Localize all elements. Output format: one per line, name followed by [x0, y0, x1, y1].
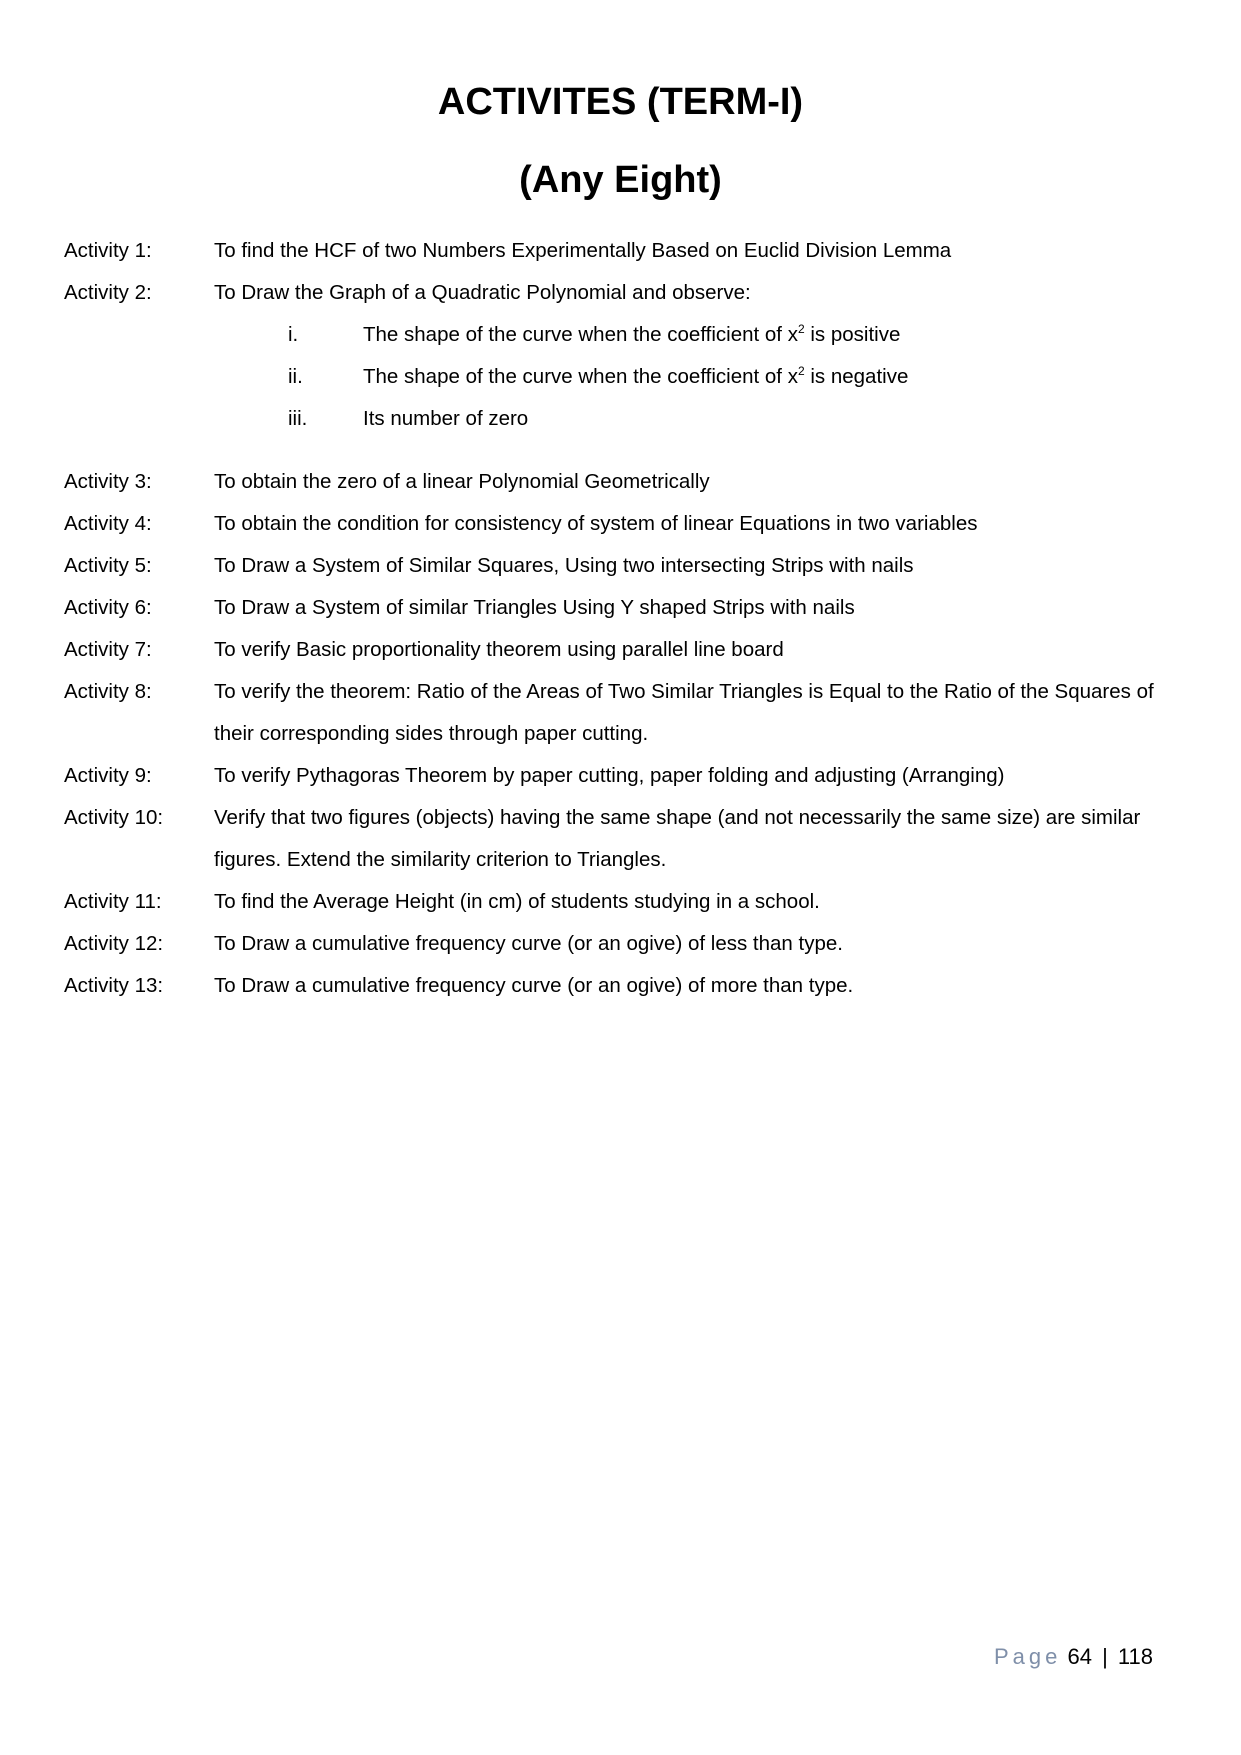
superscript: 2	[797, 322, 805, 336]
page-separator: |	[1102, 1644, 1108, 1669]
activity-label: Activity 4:	[64, 512, 152, 535]
sublist-text-part: The shape of the curve when the coefficient of x	[363, 323, 798, 346]
activity-item	[64, 503, 1194, 545]
sublist-item	[288, 398, 1194, 440]
activity-item	[64, 923, 1194, 965]
activity-label: Activity 13:	[64, 974, 164, 997]
activity-label: Activity 1:	[64, 239, 152, 262]
activity-label: Activity 6:	[64, 596, 152, 619]
spacer	[64, 440, 1194, 461]
activity-item	[64, 629, 1194, 671]
activity-text: To verify the theorem: Ratio of the Areas of Two Similar Triangles is Equal to the Ratio of the Squares of their corresponding sides through paper cutting.	[214, 680, 1154, 745]
activity-list	[64, 230, 1194, 1007]
activity-item	[64, 755, 1194, 797]
activity-text: To Draw a System of similar Triangles Using Y shaped Strips with nails	[214, 596, 855, 619]
activity-item	[64, 545, 1194, 587]
page-word: Page	[993, 1644, 1062, 1669]
page-title: ACTIVITES (TERM-I)	[437, 81, 804, 123]
activity-text: To Draw a System of Similar Squares, Using two intersecting Strips with nails	[214, 554, 914, 577]
page-footer	[994, 1643, 1153, 1671]
activity-label: Activity 12:	[64, 932, 164, 955]
activity-label: Activity 3:	[64, 470, 152, 493]
sublist-item	[288, 356, 1194, 398]
activity-item	[64, 272, 1194, 314]
sublist-number: iii.	[288, 407, 308, 430]
activity-item	[64, 671, 1194, 755]
page-number: 64	[1067, 1644, 1092, 1669]
activity-text: Verify that two figures (objects) having the same shape (and not necessarily the same size) are similar figures. Extend the similarity criterion to Triangles.	[214, 806, 1141, 871]
activity-item	[64, 230, 1194, 272]
sublist-text: Its number of zero	[363, 407, 529, 430]
activity-label: Activity 10:	[64, 806, 164, 829]
activity-label: Activity 5:	[64, 554, 152, 577]
activity-item	[64, 461, 1194, 503]
activity-text: To Draw a cumulative frequency curve (or an ogive) of more than type.	[214, 974, 854, 997]
activity-label: Activity 9:	[64, 764, 152, 787]
activity-text: To find the Average Height (in cm) of students studying in a school.	[214, 890, 820, 913]
sublist-text	[363, 356, 1194, 398]
sublist-text-part: The shape of the curve when the coefficient of x	[363, 365, 798, 388]
sublist-text	[363, 314, 1194, 356]
sublist-number: ii.	[288, 365, 303, 388]
total-pages: 118	[1117, 1644, 1153, 1669]
sublist-text-part: is positive	[804, 323, 901, 346]
activity-text: To obtain the zero of a linear Polynomial Geometrically	[214, 470, 710, 493]
superscript: 2	[797, 364, 805, 378]
page-subtitle: (Any Eight)	[519, 159, 722, 201]
activity-item	[64, 965, 1194, 1007]
activity-text: To obtain the condition for consistency of system of linear Equations in two variables	[214, 512, 978, 535]
sublist-text-part: is negative	[804, 365, 909, 388]
sublist-number: i.	[288, 323, 299, 346]
activity-text: To Draw the Graph of a Quadratic Polynomial and observe:	[214, 281, 751, 304]
activity-item	[64, 587, 1194, 629]
activity-item	[64, 881, 1194, 923]
activity-label: Activity 2:	[64, 281, 152, 304]
activity-text: To verify Pythagoras Theorem by paper cutting, paper folding and adjusting (Arranging)	[214, 764, 1005, 787]
activity-label: Activity 11:	[64, 890, 162, 913]
activity-item	[64, 797, 1194, 881]
activity-text: To Draw a cumulative frequency curve (or an ogive) of less than type.	[214, 932, 843, 955]
activity-text: To verify Basic proportionality theorem using parallel line board	[214, 638, 784, 661]
activity-label: Activity 7:	[64, 638, 152, 661]
activity-sublist	[64, 314, 1194, 440]
sublist-item	[288, 314, 1194, 356]
activity-label: Activity 8:	[64, 680, 152, 703]
activity-text: To find the HCF of two Numbers Experimentally Based on Euclid Division Lemma	[214, 239, 952, 262]
